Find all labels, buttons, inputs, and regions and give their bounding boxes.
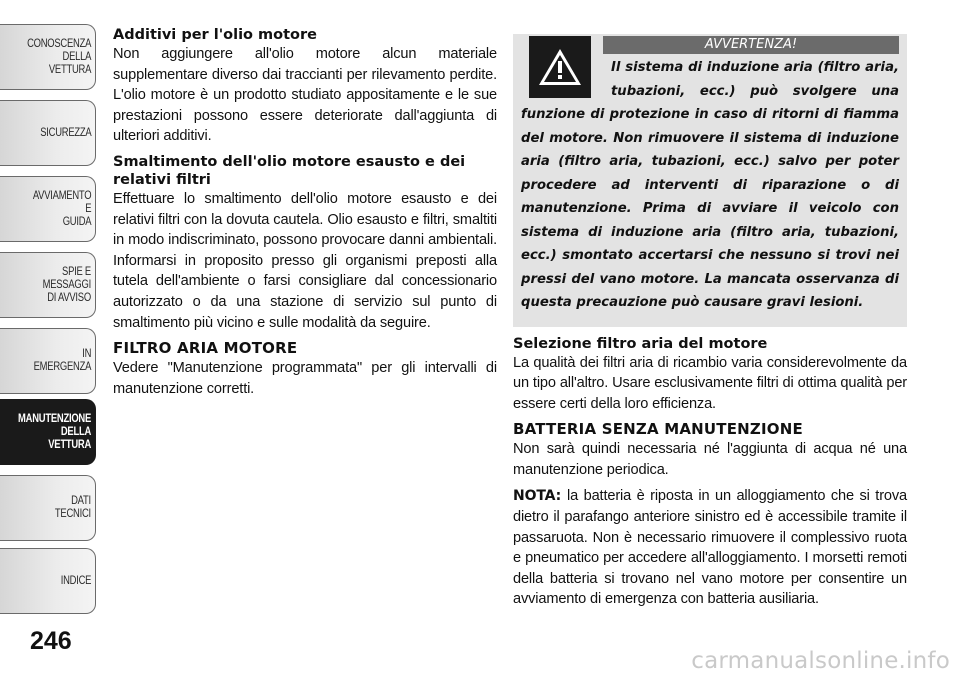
watermark: carmanualsonline.info bbox=[691, 648, 950, 674]
section-title-smaltimento: Smaltimento dell'olio motore esausto e dei relativi filtri bbox=[113, 153, 466, 188]
section-title-filtro-aria: FILTRO ARIA MOTORE bbox=[113, 339, 298, 358]
section-title-selezione-filtro: Selezione filtro aria del motore bbox=[513, 335, 768, 352]
nota-label: NOTA: bbox=[513, 488, 562, 505]
warning-box bbox=[513, 34, 907, 327]
tab-indice[interactable] bbox=[0, 548, 96, 614]
tab-label: SICUREZZA bbox=[39, 126, 91, 139]
page-number: 246 bbox=[30, 627, 72, 655]
tab-avviamento-e-guida[interactable] bbox=[0, 176, 96, 242]
nota-paragraph bbox=[513, 486, 907, 610]
warning-text: Il sistema di induzione aria (filtro aria, tubazioni, ecc.) può svolgere una funzione di protezione in caso di ritorni di fiamma del motore. Non rimuovere il sistema di induzione aria (filtro aria, tubazioni, ecc.) salvo per poter procedere ad interventi di riparazione o di manutenzione. Prima di avviare il veicolo con sistema di induzione aria (filtro aria, tubazioni, ecc.) smontato accertarsi che nessuno si trovi nei pressi del vano motore. La mancata osservanza di questa precauzione può causare gravi lesioni. bbox=[521, 60, 899, 310]
tab-label: SPIE E MESSAGGI DI AVVISO bbox=[42, 265, 91, 304]
nota-text: la batteria è riposta in un alloggiamento che si trova dietro il parafango anteriore sinistro ed è accessibile tramite il passaruota. Non è necessario rimuovere il complessivo ruota e pneumatico per accedere all'alloggiamento. I morsetti remoti della batteria si trovano nel vano motore per consentire un avviamento di emergenza con batteria ausiliaria. bbox=[513, 488, 907, 608]
left-column bbox=[113, 26, 497, 405]
tab-conoscenza-della-vettura[interactable] bbox=[0, 24, 96, 90]
section-title-batteria: BATTERIA SENZA MANUTENZIONE bbox=[513, 420, 803, 439]
tab-label: MANUTENZIONE DELLA VETTURA bbox=[17, 412, 91, 451]
tab-dati-tecnici[interactable] bbox=[0, 475, 96, 541]
tab-label: IN EMERGENZA bbox=[33, 348, 91, 373]
tab-label: AVVIAMENTO E GUIDA bbox=[32, 189, 91, 228]
warning-triangle-icon bbox=[529, 36, 591, 98]
section-text-additivi: Non aggiungere all'olio motore alcun materiale supplementare diverso dai traccianti per rilevamento perdite. L'olio motore è un prodotto studiato appositamente e le sue prestazioni possono essere deteriorate dall'aggiunta di ulteriori additivi. bbox=[113, 46, 497, 145]
section-text-batteria: Non sarà quindi necessaria né l'aggiunta di acqua né una manutenzione periodica. bbox=[513, 441, 907, 478]
warning-title: AVVERTENZA! bbox=[603, 36, 899, 54]
tab-in-emergenza[interactable] bbox=[0, 328, 96, 394]
tab-spie-e-messaggi[interactable] bbox=[0, 252, 96, 318]
tab-label: DATI TECNICI bbox=[54, 495, 91, 520]
section-text-filtro-aria: Vedere "Manutenzione programmata" per gli intervalli di manutenzione corretti. bbox=[113, 360, 497, 397]
tab-label: CONOSCENZA DELLA VETTURA bbox=[26, 37, 91, 76]
tab-manutenzione-della-vettura[interactable] bbox=[0, 399, 96, 465]
section-text-smaltimento: Effettuare lo smaltimento dell'olio motore esausto e dei relativi filtri con la dovuta cautela. Olio esausto e filtri, smaltiti in modo indiscriminato, possono provocare danni ambientali. Informarsi in proposito presso gli organismi preposti alla tutela dell'ambiente o farsi consigliare dal concessionario autorizzato o da una stazione di servizio sul punto di smaltimento più vicino e sulle modalità da seguire. bbox=[113, 190, 497, 331]
tab-sicurezza[interactable] bbox=[0, 100, 96, 166]
right-column bbox=[513, 34, 907, 616]
tab-label: INDICE bbox=[60, 574, 91, 587]
section-title-additivi: Additivi per l'olio motore bbox=[113, 27, 318, 43]
section-text-selezione-filtro: La qualità dei filtri aria di ricambio varia considerevolmente da un tipo all'altro. Usare esclusivamente filtri di ottima qualità per essere certi della loro efficienza. bbox=[513, 354, 907, 412]
